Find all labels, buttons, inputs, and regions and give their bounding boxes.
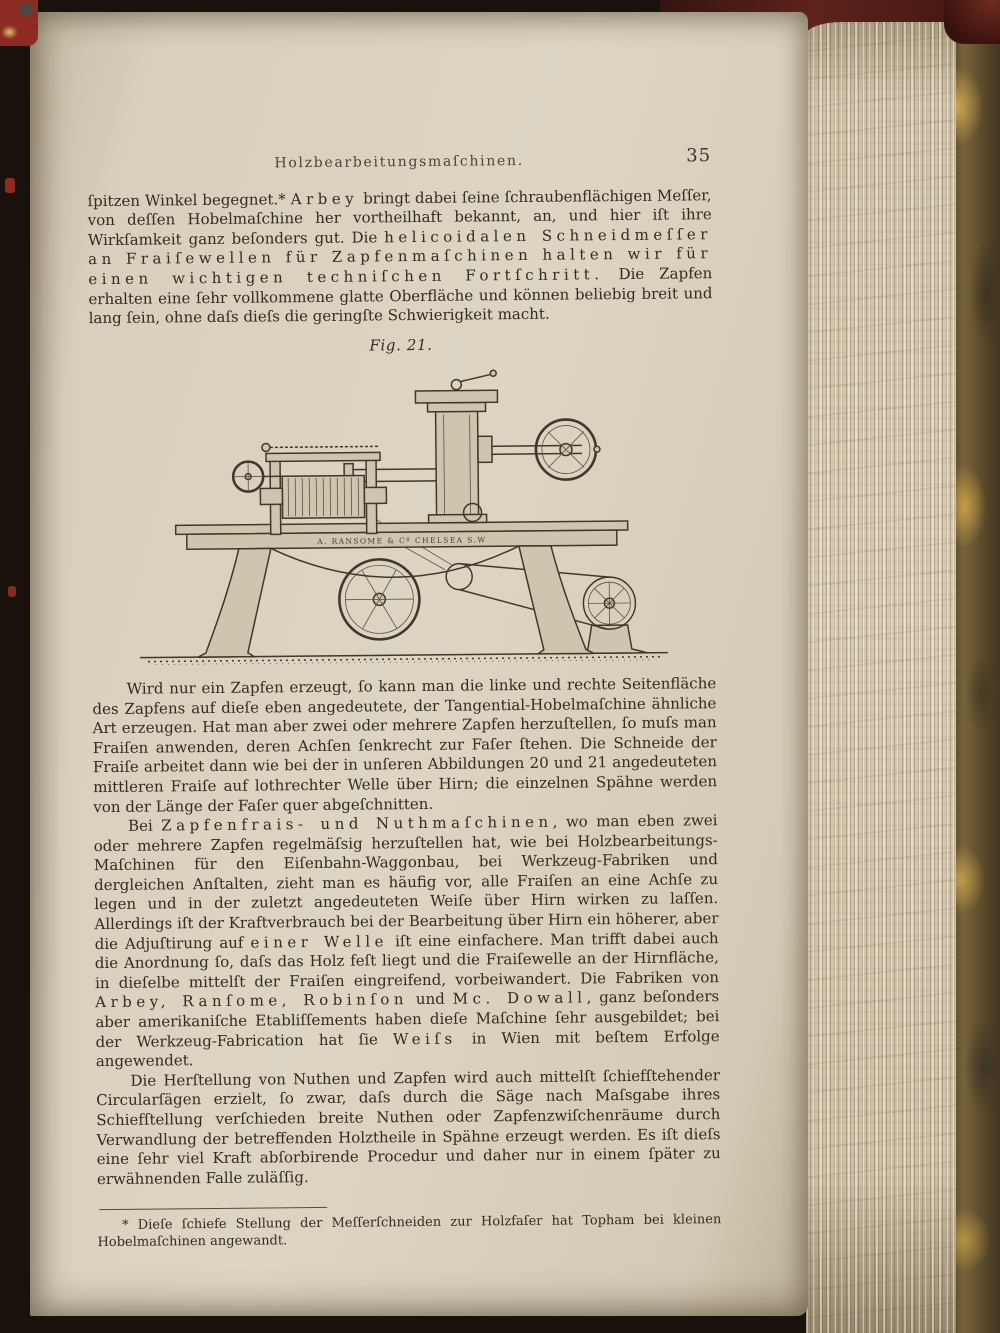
red-speck: [5, 178, 15, 193]
body-before-figure: [87, 186, 712, 329]
cover-corner: [944, 0, 1000, 44]
body-text: iſt eine einfachere. Man trifft dabei auch die Anordnung ſo, daſs das Holz feſt liegt und die Fraiſewelle an der Hirnfläche, in dieſelbe mittelſt der Fraiſen eingreifend, vorbeiwandert. Die Fabriken von: [94, 928, 720, 992]
book-page: [30, 12, 808, 1316]
handwheel: [477, 420, 600, 481]
body-after-figure: [92, 674, 721, 1189]
page-content: [24, 8, 814, 1319]
body-text: ſpitzen Winkel begegnet.*: [87, 189, 291, 210]
paragraph: [93, 811, 719, 1072]
footnote-block: [97, 1203, 721, 1251]
machine-table: [175, 521, 628, 657]
footnote-rule: [99, 1207, 327, 1210]
figure-21: [89, 365, 716, 673]
emphasized-text: einer Welle: [250, 931, 389, 952]
running-title: Holzbearbeitungsmaſchinen.: [274, 152, 524, 172]
marble-chip: [0, 0, 38, 46]
page-header: [87, 145, 712, 176]
machine-engraving: [119, 365, 687, 666]
body-text: und: [407, 990, 453, 1009]
body-text: Wird nur ein Zapfen erzeugt, ſo kann man die linke und rechte Seitenfläche des Zapfens auf dieſe eben angedeutete, der Tangential-Hobelmaſchine ähnliche Art erzeugen. Hat man aber zwei oder mehrere Zapfen herzuſtellen, ſo muſs man Fraiſen anwenden, deren Achſen ſenkrecht zur Faſer ſtehen. Die Schneide der Fraiſe arbeitet dann wie bei der in unſeren Abbildungen 20 und 21 angedeuteten mittleren Fraiſe auf lothrechter Welle über Hirn; die einzelnen Spähne werden von der Länge der Faſer quer abgeſchnitten.: [92, 674, 718, 816]
drive-flywheel: [338, 559, 419, 640]
emphasized-text: Arbey, Ranſome, Robinſon: [95, 990, 409, 1012]
page-number: 35: [686, 145, 712, 167]
emphasized-text: Zapfenfrais- und Nuthmaſchinen: [161, 812, 553, 835]
body-text: Die Herſtellung von Nuthen und Zapfen wird auch mittelſt ſchiefſtehender Circularſägen erzielt, ſo zwar, daſs durch die Säge nach Maſsgabe ihres Schiefſtellung verſchieden breite Nuthen oder Zapfenzwiſchenräume durch Verwandlung der betreffenden Holztheile in Spähne erzeugt werden. Es iſt dieſs eine ſehr viel Kraft abſorbirende Procedur und daher nur in einem ſpäter zu erwähnenden Falle zuläſſig.: [96, 1065, 721, 1188]
red-speck: [8, 586, 16, 597]
emphasized-text: Weiſs: [392, 1029, 457, 1048]
body-text: in Wien mit beſtem Erfolge angewendet.: [95, 1026, 720, 1071]
body-text: , wo man eben zwei oder mehrere Zapfen regelmäſsig herzuſtellen hat, wie bei Holzbearbeitungs-Maſchinen für den Eiſenbahn-Waggonbau, bei Werkzeug-Fabriken und dergleichen Anſtalten, zieht man es häufig vor, alle Fraiſen an eine Achſe zu legen und in der zuletzt angedeuteten Weiſe über Hirn wirken zu laſſen. Allerdings iſt der Kraftverbrauch bei der Bearbeitung über Hirn ein höherer, aber die Adjuſtirung auf: [93, 811, 719, 953]
body-text: bringt dabei ſeine ſchraubenflächigen Meſſer, von deſſen Hobelmaſchine her vortheilhaft bekannt, an, und hier iſt ihre Wirkſamkeit ganz beſonders gut. Die: [87, 185, 712, 249]
emphasized-text: helicoidalen Schneidmeſſer an Fraiſewellen für Zapfenmaſchinen halten wir für einen wichtigen techniſchen Fortſchritt.: [88, 224, 713, 289]
paragraph: [92, 674, 717, 817]
body-text: Bei: [127, 816, 162, 835]
footnote: * Dieſe ſchiefe Stellung der Meſſerſchneiden zur Holzfaſer hat Topham bei kleinen Hobelmaſchinen angewandt.: [97, 1212, 722, 1251]
body-text: , ganz beſonders aber amerikaniſche Etabliſſements haben dieſe Maſchine ſehr ausgebildet; bei der Werkzeug-Fabrication hat ſie: [95, 987, 720, 1051]
emphasized-text: Arbey: [290, 189, 359, 208]
paragraph: [96, 1066, 721, 1190]
tenoning-machine-drawing: [119, 365, 687, 666]
paragraph: [87, 186, 712, 329]
figure-caption: Fig. 21.: [369, 335, 433, 355]
machine-label: A. RANSOME & Cº CHELSEA S.W: [316, 535, 486, 547]
cutter-head: [232, 442, 436, 535]
emphasized-text: Mc. Dowall: [452, 988, 587, 1009]
body-text: Die Zapfen erhalten eine ſehr vollkommene glatte Oberfläche und können beliebig breit und lang ſein, ohne daſs dieſs die geringſte Schwierigkeit macht.: [88, 264, 713, 328]
page-fore-edge: [806, 22, 956, 1333]
